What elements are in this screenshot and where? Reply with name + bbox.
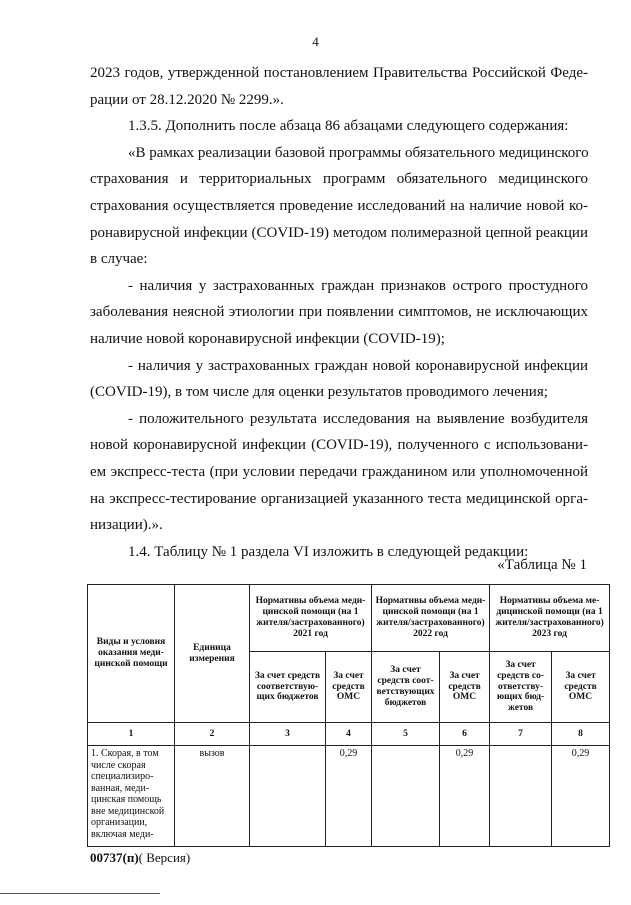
col-number: 5 [372, 723, 440, 746]
row-value [372, 746, 440, 847]
subheader-budget-2023: За счет средств со-ответству-ющих бюд-жетов [490, 652, 552, 723]
text-line: на экспресс-тестирование организацией указанного теста медицинской орга- [90, 490, 588, 507]
subheader-budget-2021: За счет средств соответствую-щих бюджетов [250, 652, 326, 723]
row-value [250, 746, 326, 847]
text-line: страхования и территориальных программ обязательного медицинского [90, 171, 588, 188]
row-kind: 1. Скорая, в том числе скорая специализиро-ванная, меди-цинская помощь вне медицинской организации, включая меди- [88, 746, 175, 847]
page-number: 4 [312, 34, 319, 49]
col-number: 8 [552, 723, 610, 746]
row-unit: вызов [175, 746, 250, 847]
col-number: 2 [175, 723, 250, 746]
text-line: в случае: [90, 251, 148, 268]
col-number: 3 [250, 723, 326, 746]
text-line: наличие новой коронавирусной инфекции (COVID-19); [90, 330, 445, 347]
text-line: 1.3.5. Дополнить после абзаца 86 абзацами следующего содержания: [128, 118, 569, 135]
row-value [490, 746, 552, 847]
text-line: «В рамках реализации базовой программы обязательного медицинского [128, 144, 589, 161]
footer [90, 850, 190, 866]
norms-table [87, 584, 610, 847]
row-value: 0,29 [326, 746, 372, 847]
text-line: рации от 28.12.2020 № 2299.». [90, 91, 284, 108]
header-kinds: Виды и условия оказания меди-цинской помощи [88, 585, 175, 723]
header-group-2023: Нормативы объема ме-дицинской помощи (на 1 жителя/застрахованного) 2023 год [490, 585, 610, 652]
text-line: 1.4. Таблицу № 1 раздела VI изложить в следующей редакции: [128, 543, 529, 560]
col-number: 1 [88, 723, 175, 746]
subheader-oms-2021: За счет средств ОМС [326, 652, 372, 723]
table-caption: «Таблица № 1 [497, 557, 587, 573]
row-value: 0,29 [552, 746, 610, 847]
col-number: 4 [326, 723, 372, 746]
text-line: заболевания неясной этиологии при появлении симптомов, не исключающих [90, 304, 588, 321]
text-line: - наличия у застрахованных граждан новой коронавирусной инфекции [128, 357, 588, 374]
col-number: 7 [490, 723, 552, 746]
text-line: (COVID-19), в том числе для оценки результатов проводимого лечения; [90, 384, 548, 401]
header-group-2022: Нормативы объема меди-цинской помощи (на 1 жителя/застрахованного) 2022 год [372, 585, 490, 652]
text-line: страхования осуществляется проведение исследований на наличие новой ко- [90, 197, 588, 214]
text-line: новой коронавирусной инфекции (COVID-19), полученного с использовани- [90, 437, 588, 454]
header-group-2021: Нормативы объема меди-цинской помощи (на 1 жителя/застрахованного) 2021 год [250, 585, 372, 652]
text-line: - положительного результата исследования на выявление возбудителя [128, 410, 588, 427]
text-line: - наличия у застрахованных граждан признаков острого простудного [128, 277, 588, 294]
table-row [88, 746, 610, 847]
text-line: низации).». [90, 517, 163, 534]
subheader-budget-2022: За счет средств соот-ветствующих бюджетов [372, 652, 440, 723]
col-number: 6 [440, 723, 490, 746]
subheader-oms-2023: За счет средств ОМС [552, 652, 610, 723]
footer-divider [0, 893, 160, 894]
header-unit: Единица измерения [175, 585, 250, 723]
subheader-oms-2022: За счет средств ОМС [440, 652, 490, 723]
row-value: 0,29 [440, 746, 490, 847]
footer-code: 00737(п) [90, 850, 139, 865]
text-line: ем экспресс-теста (при условии передачи гражданином или уполномоченной [90, 463, 588, 480]
text-line: 2023 годов, утвержденной постановлением Правительства Российской Феде- [90, 65, 588, 81]
footer-version: ( Версия) [138, 850, 191, 865]
text-line: ронавирусной инфекции (COVID-19) методом полимеразной цепной реакции [90, 224, 588, 241]
body-text [90, 60, 588, 565]
